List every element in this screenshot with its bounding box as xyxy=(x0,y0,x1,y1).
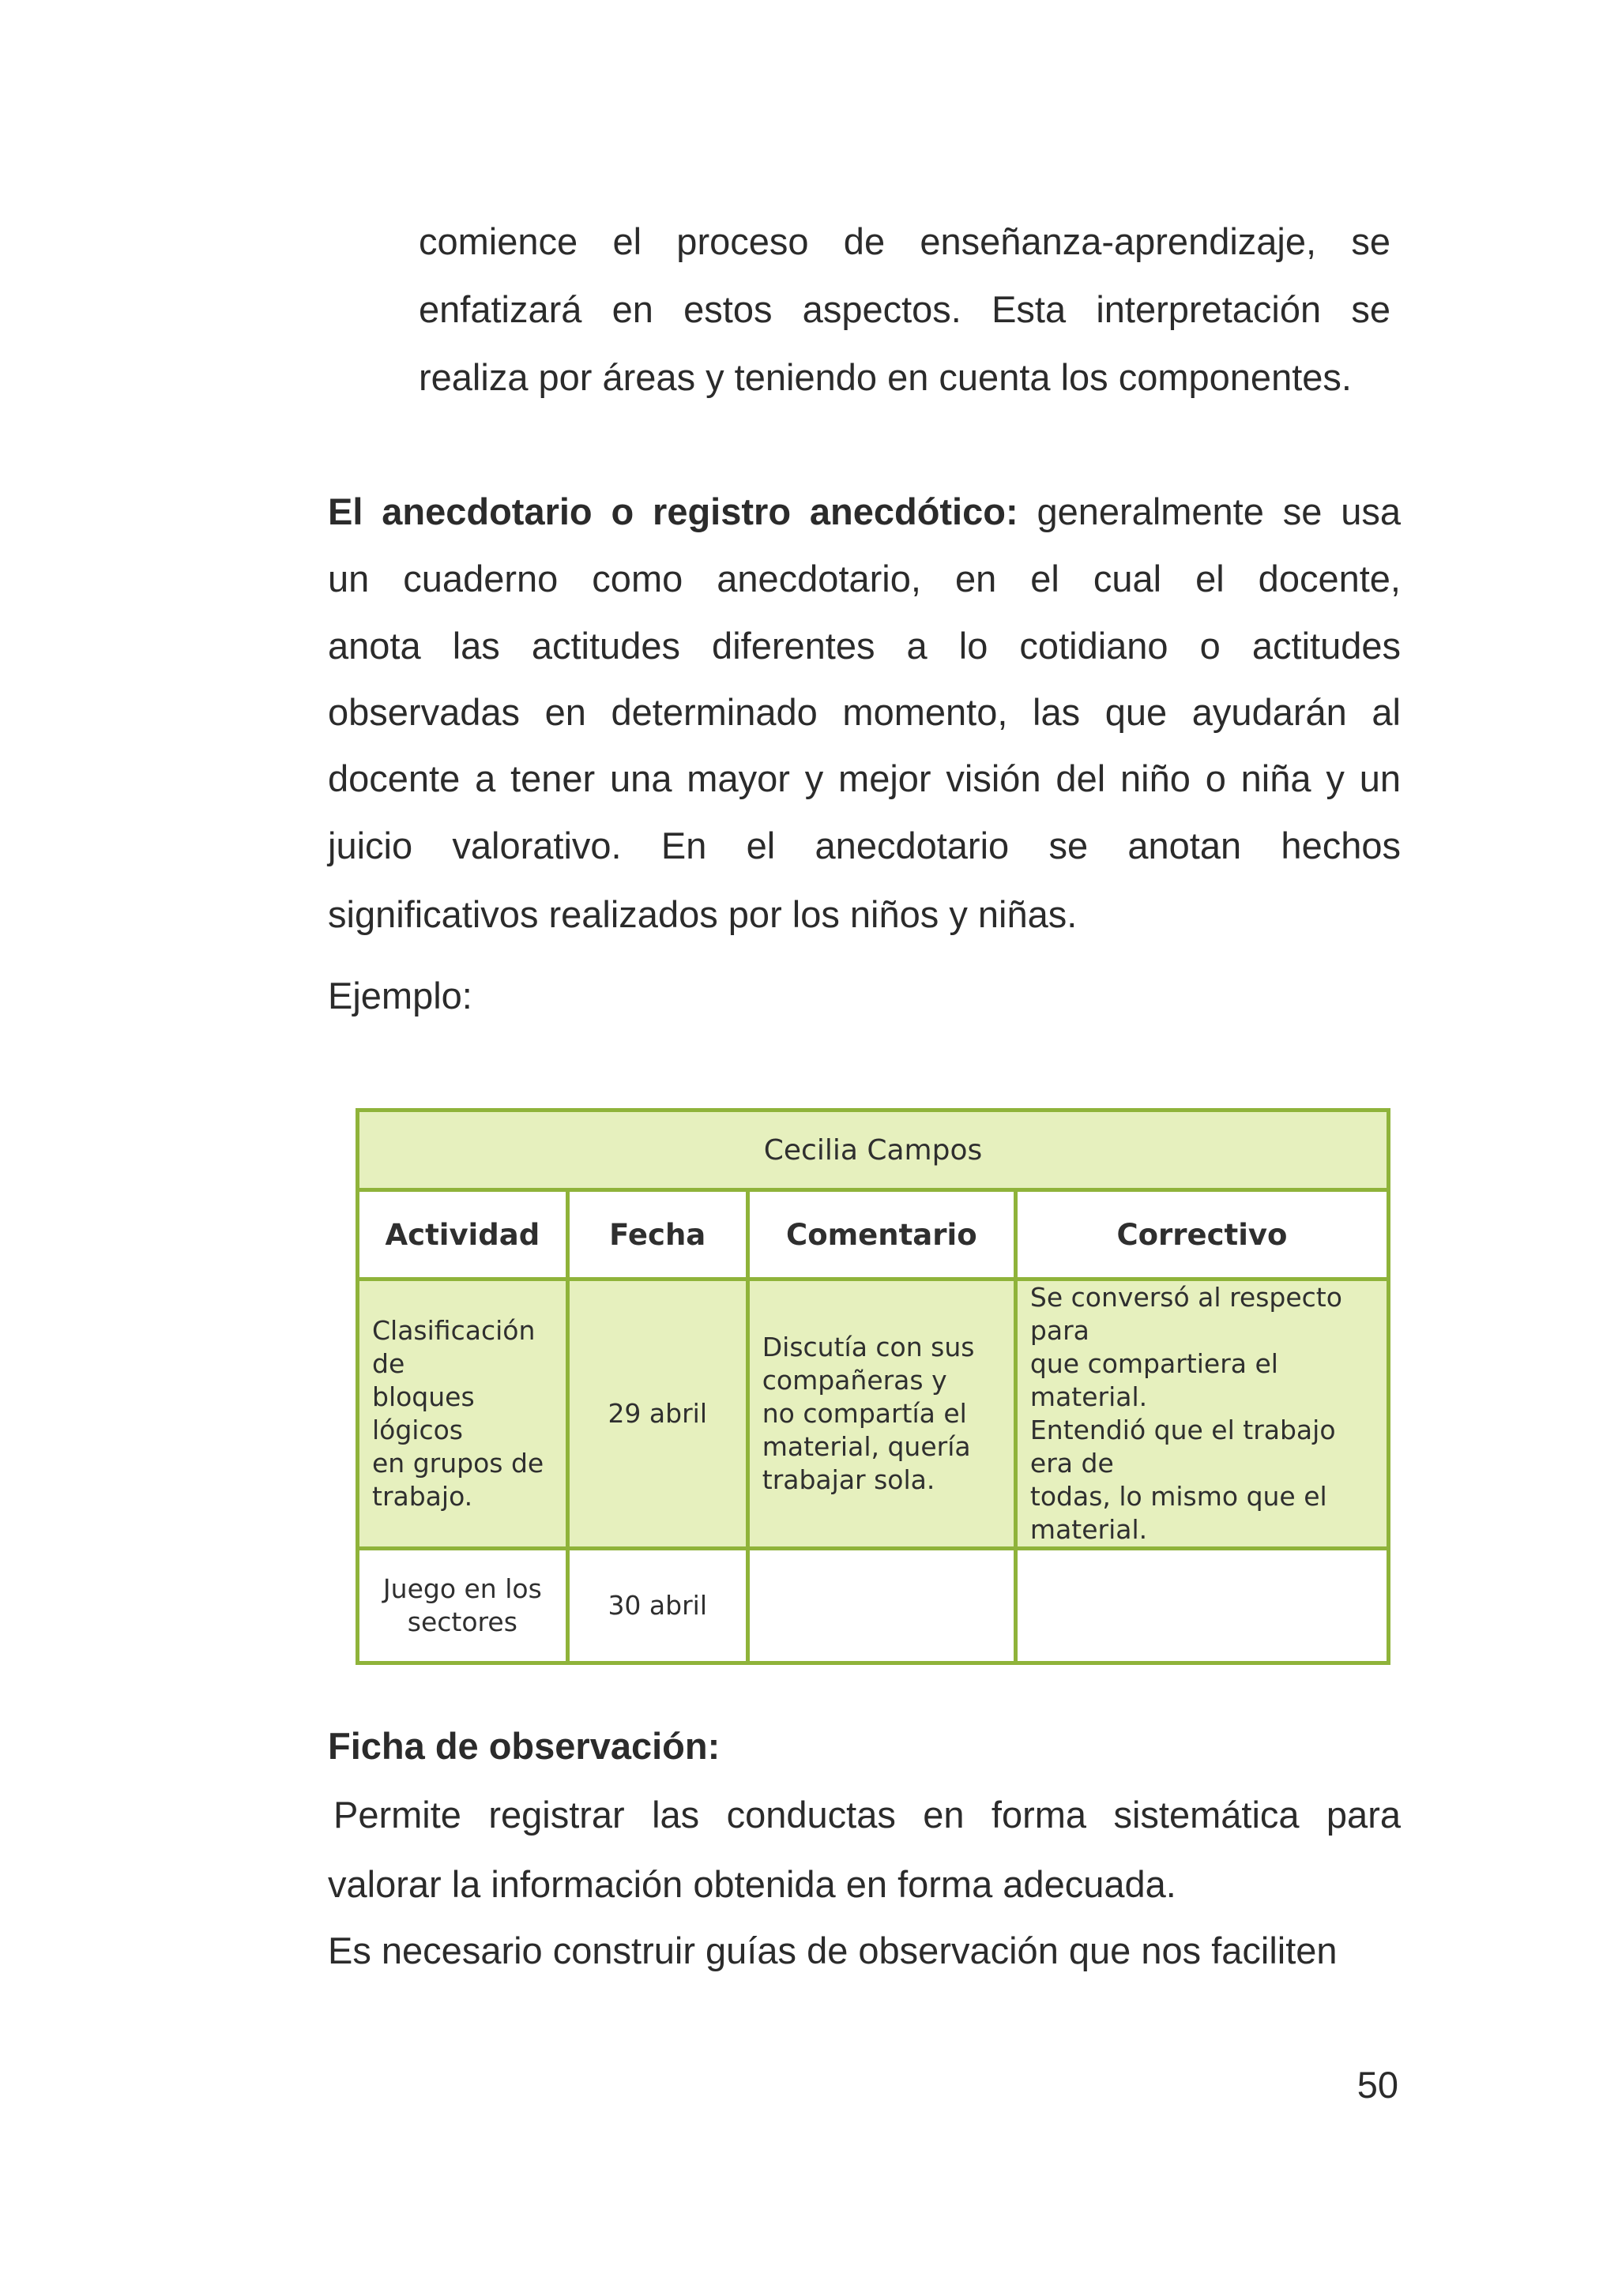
anecdotario-line-4: observadas en determinado momento, las que ayudarán al xyxy=(328,691,1401,733)
header-fecha: Fecha xyxy=(567,1190,747,1280)
ficha-line-2: valorar la información obtenida en forma adecuada. xyxy=(328,1863,1176,1905)
cell-comentario: Discutía con sus compañeras y no compartía el material, quería trabajar sola. xyxy=(747,1280,1015,1549)
continuation-line-2: enfatizará en estos aspectos. Esta interpretación se xyxy=(419,288,1390,330)
cell-actividad: Juego en los sectores xyxy=(358,1549,568,1663)
table-row xyxy=(358,1280,1389,1549)
ficha-line-3: Es necesario construir guías de observación que nos faciliten xyxy=(328,1930,1338,1971)
anecdotario-line-7: significativos realizados por los niños y niñas. xyxy=(328,893,1078,935)
header-actividad: Actividad xyxy=(358,1190,568,1280)
cell-fecha: 29 abril xyxy=(567,1280,747,1549)
anecdotal-record-table xyxy=(356,1108,1390,1637)
page-number: 50 xyxy=(1356,2064,1398,2106)
header-correctivo: Correctivo xyxy=(1015,1190,1388,1280)
table-row xyxy=(358,1549,1389,1663)
continuation-line-1: comience el proceso de enseñanza-aprendizaje, se xyxy=(419,220,1390,262)
anecdotario-first-line xyxy=(328,490,1401,534)
cell-actividad: Clasificación de bloques lógicos en grupos de trabajo. xyxy=(358,1280,568,1549)
anecdotario-line-5: docente a tener una mayor y mejor visión del niño o niña y un xyxy=(328,757,1401,799)
ficha-heading: Ficha de observación: xyxy=(328,1725,721,1767)
cell-correctivo: Se conversó al respecto para que compartiera el material. Entendió que el trabajo era de todas, lo mismo que el material. xyxy=(1015,1280,1388,1549)
example-label: Ejemplo: xyxy=(328,975,472,1016)
anecdotario-line-2: un cuaderno como anecdotario, en el cual el docente, xyxy=(328,558,1401,599)
ficha-line-1: Permite registrar las conductas en forma sistemática para xyxy=(333,1794,1401,1836)
cell-correctivo xyxy=(1015,1549,1388,1663)
continuation-line-3: realiza por áreas y teniendo en cuenta los componentes. xyxy=(419,356,1352,398)
anecdotario-first-line-rest: generalmente se usa xyxy=(1018,490,1401,532)
anecdotario-line-6: juicio valorativo. En el anecdotario se anotan hechos xyxy=(328,825,1401,866)
anecdotario-heading: El anecdotario o registro anecdótico: xyxy=(328,490,1018,532)
cell-fecha: 30 abril xyxy=(567,1549,747,1663)
header-comentario: Comentario xyxy=(747,1190,1015,1280)
table-title: Cecilia Campos xyxy=(358,1110,1389,1190)
anecdotario-line-3: anota las actitudes diferentes a lo cotidiano o actitudes xyxy=(328,625,1401,667)
cell-comentario xyxy=(747,1549,1015,1663)
